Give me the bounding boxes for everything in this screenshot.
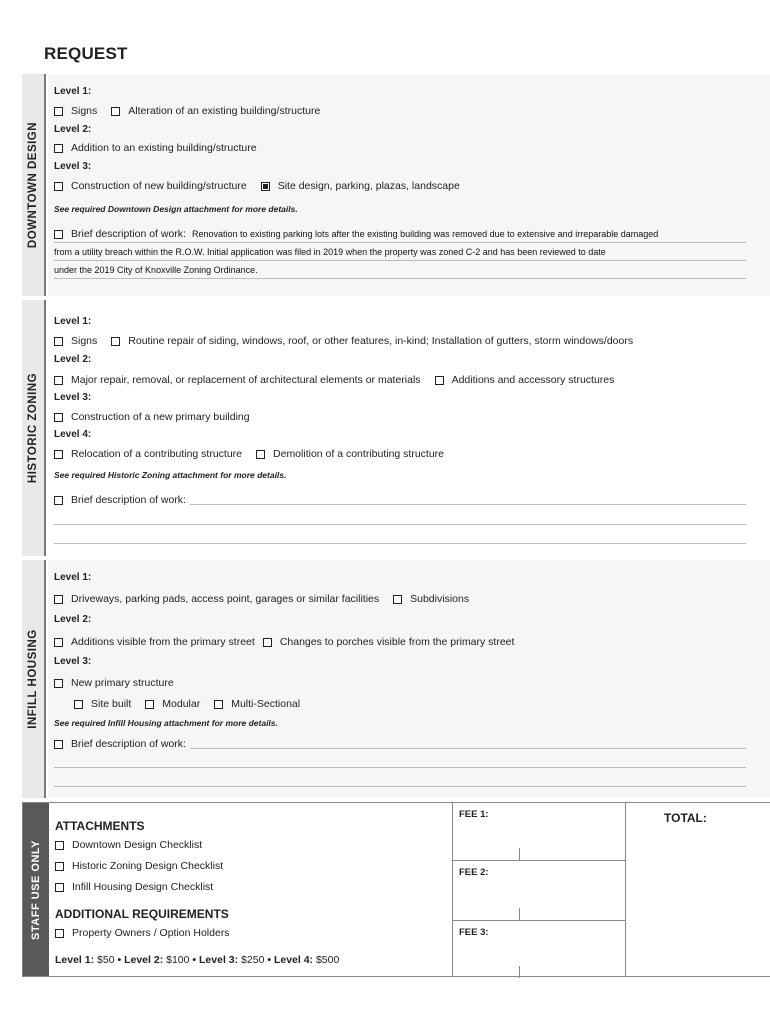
downtown-checklist-label: Downtown Design Checklist [72, 839, 203, 851]
attachments-heading: ATTACHMENTS [55, 819, 145, 833]
level-2-heading: Level 2: [54, 354, 92, 365]
level-2-heading: Level 2: [54, 124, 92, 135]
alteration-checkbox[interactable] [111, 107, 120, 116]
brief-description-field[interactable] [190, 739, 746, 749]
infill-checklist-checkbox[interactable] [55, 883, 64, 892]
site-design-label: Site design, parking, plazas, landscape [277, 180, 460, 192]
description-line[interactable] [54, 786, 746, 787]
relocation-label: Relocation of a contributing structure [71, 448, 243, 460]
fee-3-field[interactable]: FEE 3: [453, 921, 625, 978]
total-label: TOTAL: [664, 811, 707, 825]
brief-description-label: Brief description of work: [71, 228, 186, 240]
historic-checklist-checkbox[interactable] [55, 862, 64, 871]
subdivisions-label: Subdivisions [410, 593, 470, 605]
demolition-label: Demolition of a contributing structure [273, 448, 445, 460]
subdivisions-checkbox[interactable] [393, 595, 402, 604]
demolition-checkbox[interactable] [256, 450, 265, 459]
description-line[interactable] [54, 543, 746, 544]
historic-zoning-section [22, 300, 770, 556]
level-fee-schedule: Level 1: $50 • Level 2: $100 • Level 3: $250 • Level 4: $500 [55, 954, 340, 966]
additional-requirements-heading: ADDITIONAL REQUIREMENTS [55, 907, 229, 921]
site-built-label: Site built [91, 698, 132, 710]
fee-2-field[interactable]: FEE 2: [453, 861, 625, 921]
brief-description-checkbox[interactable] [54, 740, 63, 749]
additions-checkbox[interactable] [435, 376, 444, 385]
routine-repair-label: Routine repair of siding, windows, roof, or other features, in-kind; Installation of gutters, storm windows/doors [128, 335, 634, 347]
property-owners-label: Property Owners / Option Holders [72, 927, 230, 939]
level-3-heading: Level 3: [54, 656, 92, 667]
porches-checkbox[interactable] [263, 638, 272, 647]
level-1-heading: Level 1: [54, 86, 92, 97]
level-1-heading: Level 1: [54, 316, 92, 327]
historic-note: See required Historic Zoning attachment for more details. [54, 470, 287, 480]
brief-description-text-2[interactable]: from a utility breach within the R.O.W. Initial application was filed in 2019 when the property was zoned C-2 and has been reviewed to date [54, 247, 606, 257]
construction-checkbox[interactable] [54, 182, 63, 191]
brief-description-text-1[interactable]: Renovation to existing parking lots after the existing building was removed due to extensive and irreparable damaged [191, 229, 659, 239]
site-design-checkbox[interactable] [261, 182, 270, 191]
signs-checkbox[interactable] [54, 337, 63, 346]
historic-checklist-label: Historic Zoning Design Checklist [72, 860, 224, 872]
historic-zoning-label: HISTORIC ZONING [22, 300, 46, 556]
infill-housing-label: INFILL HOUSING [22, 560, 46, 798]
staff-use-only-label: STAFF USE ONLY [23, 803, 49, 976]
relocation-checkbox[interactable] [54, 450, 63, 459]
major-repair-label: Major repair, removal, or replacement of architectural elements or materials [71, 374, 421, 386]
fee-1-field[interactable]: FEE 1: [453, 803, 625, 861]
signs-label: Signs [71, 105, 98, 117]
routine-repair-checkbox[interactable] [111, 337, 120, 346]
addition-label: Addition to an existing building/structure [71, 142, 257, 154]
total-field[interactable] [625, 803, 770, 976]
signs-label: Signs [71, 335, 98, 347]
brief-description-field[interactable] [190, 495, 746, 505]
brief-description-text-3[interactable]: under the 2019 City of Knoxville Zoning Ordinance. [54, 265, 258, 275]
level-3-heading: Level 3: [54, 392, 92, 403]
additions-label: Additions and accessory structures [451, 374, 615, 386]
level-3-heading: Level 3: [54, 161, 92, 172]
infill-housing-section [22, 560, 770, 798]
infill-checklist-label: Infill Housing Design Checklist [72, 881, 214, 893]
downtown-note: See required Downtown Design attachment for more details. [54, 204, 298, 214]
fee-column [452, 803, 625, 976]
construction-checkbox[interactable] [54, 413, 63, 422]
level-1-heading: Level 1: [54, 572, 92, 583]
additions-visible-checkbox[interactable] [54, 638, 63, 647]
alteration-label: Alteration of an existing building/structure [128, 105, 321, 117]
driveways-label: Driveways, parking pads, access point, garages or similar facilities [71, 593, 380, 605]
description-line[interactable] [54, 767, 746, 768]
porches-label: Changes to porches visible from the primary street [279, 636, 515, 648]
level-4-heading: Level 4: [54, 429, 92, 440]
signs-checkbox[interactable] [54, 107, 63, 116]
property-owners-checkbox[interactable] [55, 929, 64, 938]
multi-sectional-label: Multi-Sectional [231, 698, 301, 710]
addition-checkbox[interactable] [54, 144, 63, 153]
downtown-design-section [22, 74, 770, 296]
brief-description-checkbox[interactable] [54, 496, 63, 505]
downtown-checklist-checkbox[interactable] [55, 841, 64, 850]
page-title: REQUEST [44, 44, 128, 63]
brief-description-label: Brief description of work: [71, 738, 186, 750]
brief-description-label: Brief description of work: [71, 494, 186, 506]
description-line[interactable] [54, 524, 746, 525]
staff-use-only-box [22, 802, 770, 977]
downtown-design-label: DOWNTOWN DESIGN [22, 74, 46, 296]
new-primary-label: New primary structure [71, 677, 174, 689]
modular-label: Modular [162, 698, 201, 710]
construction-label: Construction of a new primary building [71, 411, 250, 423]
modular-checkbox[interactable] [145, 700, 154, 709]
additions-visible-label: Additions visible from the primary street [71, 636, 255, 648]
site-built-checkbox[interactable] [74, 700, 83, 709]
driveways-checkbox[interactable] [54, 595, 63, 604]
new-primary-checkbox[interactable] [54, 679, 63, 688]
multi-sectional-checkbox[interactable] [214, 700, 223, 709]
level-2-heading: Level 2: [54, 614, 92, 625]
major-repair-checkbox[interactable] [54, 376, 63, 385]
construction-label: Construction of new building/structure [71, 180, 247, 192]
infill-note: See required Infill Housing attachment for more details. [54, 718, 278, 728]
brief-description-checkbox[interactable] [54, 230, 63, 239]
